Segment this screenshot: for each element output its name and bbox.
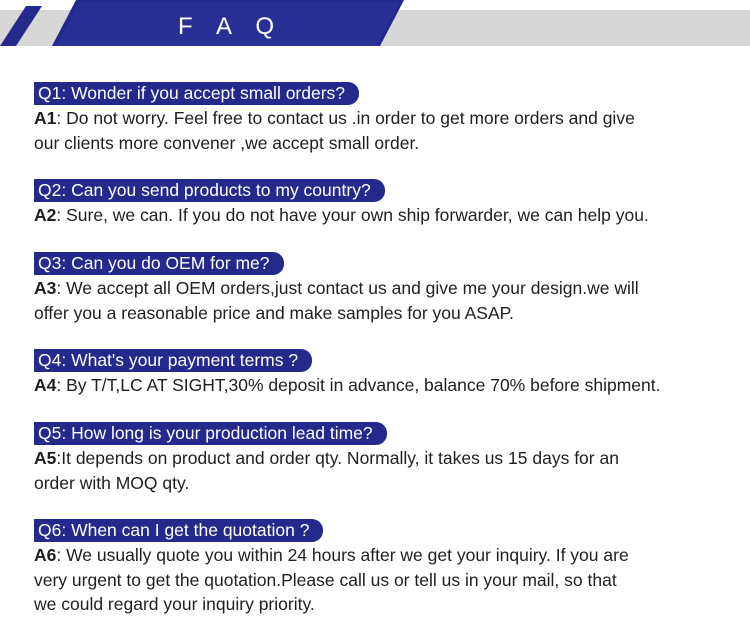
faq-item [34, 82, 734, 155]
answer-label: A5 [34, 448, 57, 468]
answer-label: A3 [34, 278, 57, 298]
answer-label: A6 [34, 545, 57, 565]
page-title: F A Q [178, 13, 284, 40]
answer-text [34, 543, 734, 617]
answer-text [34, 446, 734, 495]
header-decoration [0, 0, 750, 48]
question-label: Q5: How long is your production lead time? [34, 422, 387, 445]
question-label: Q4: What's your payment terms ? [34, 349, 312, 372]
answer-text [34, 203, 734, 228]
answer-body: : We usually quote you within 24 hours after we get your inquiry. If you are very urgent to get the quotation.Please call us or tell us in your mail, so that we could regard your inquiry priority. [34, 545, 629, 614]
faq-item [34, 349, 734, 398]
answer-text [34, 106, 734, 155]
question-label: Q6: When can I get the quotation ? [34, 519, 323, 542]
answer-text [34, 276, 734, 325]
answer-body: : We accept all OEM orders,just contact us and give me your design.we will offer you a reasonable price and make samples for you ASAP. [34, 278, 639, 323]
question-label: Q1: Wonder if you accept small orders? [34, 82, 359, 105]
answer-body: :It depends on product and order qty. Normally, it takes us 15 days for an order with MOQ qty. [34, 448, 619, 493]
answer-body: : Sure, we can. If you do not have your own ship forwarder, we can help you. [56, 205, 649, 225]
faq-header-band [0, 0, 750, 48]
question-label: Q2: Can you send products to my country? [34, 179, 385, 202]
answer-body: : By T/T,LC AT SIGHT,30% deposit in advance, balance 70% before shipment. [56, 375, 661, 395]
answer-label: A2 [34, 205, 57, 225]
faq-item [34, 252, 734, 325]
faq-item [34, 179, 734, 228]
answer-text [34, 373, 734, 398]
faq-item [34, 422, 734, 495]
answer-body: : Do not worry. Feel free to contact us .in order to get more orders and give our clients more convener ,we accept small order. [34, 108, 635, 153]
faq-item [34, 519, 734, 617]
question-label: Q3: Can you do OEM for me? [34, 252, 284, 275]
answer-label: A4 [34, 375, 57, 395]
answer-label: A1 [34, 108, 57, 128]
